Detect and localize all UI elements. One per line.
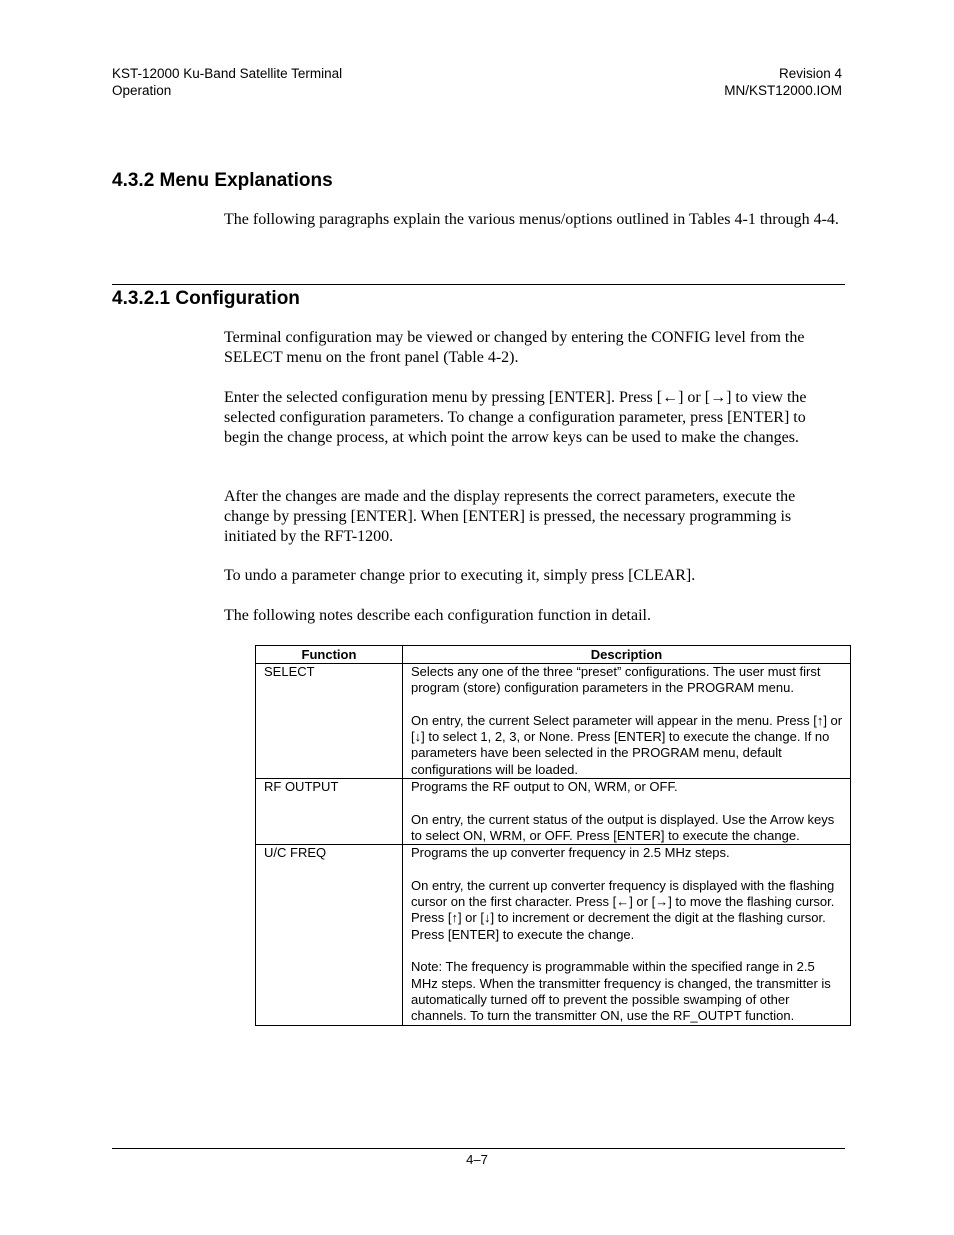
column-header-function: Function xyxy=(256,646,403,664)
header-document-title: KST-12000 Ku-Band Satellite Terminal xyxy=(112,66,343,81)
description-text: On entry, the current Select parameter will appear in the menu. Press [↑] or [↓] to select 1, 2, 3, or None. Press [ENTER] to execute the change. If no parameters have been selected in the PROGRAM menu, default configurations will be loaded. xyxy=(411,712,843,777)
description-text: On entry, the current status of the output is displayed. Use the Arrow keys to select ON, WRM, or OFF. Press [ENTER] to execute the change. xyxy=(411,811,835,843)
header-revision: Revision 4 xyxy=(778,66,842,81)
description-text: On entry, the current up converter frequency is displayed with the flashing cursor on the first character. Press [←] or [→] to move the flashing cursor. Press [↑] or [↓] to increment or decrement the digit at the flashing cursor. Press [ENTER] to execute the change. xyxy=(411,877,835,942)
description-text: Programs the up converter frequency in 2.5 MHz steps. xyxy=(411,845,730,861)
table-row xyxy=(256,664,851,779)
body-paragraph: Enter the selected configuration menu by pressing [ENTER]. Press [←] or [→] to view the selected configuration parameters. To change a configuration parameter, press [ENTER] to begin the change process, at which point the arrow keys can be used to make the changes. xyxy=(224,389,807,446)
description-text: Selects any one of the three “preset” configurations. The user must first program (store) configuration parameters in the PROGRAM menu. xyxy=(411,664,821,696)
table-row xyxy=(256,845,851,1025)
body-paragraph: After the changes are made and the display represents the correct parameters, execute the change by pressing [ENTER]. When [ENTER] is pressed, the necessary programming is initiated by the RFT-1200. xyxy=(224,488,796,545)
page-header-right xyxy=(724,66,842,99)
description-cell xyxy=(403,845,851,1025)
page-header-left xyxy=(112,66,342,99)
description-cell xyxy=(403,779,851,845)
header-chapter: Operation xyxy=(112,82,172,98)
table-header-row xyxy=(256,646,851,664)
description-cell xyxy=(403,664,851,779)
page-number: 4–7 xyxy=(466,1152,488,1167)
function-cell: SELECT xyxy=(256,664,403,779)
section-heading-menu-explanations: 4.3.2 Menu Explanations xyxy=(112,170,333,191)
menu-explanations-paragraph: The following paragraphs explain the various menus/options outlined in Tables 4-1 through 4-4. xyxy=(224,211,839,228)
table-row xyxy=(256,779,851,845)
body-paragraph: Terminal configuration may be viewed or changed by entering the CONFIG level from the SELECT menu on the front panel (Table 4-2). xyxy=(224,329,805,366)
footer-divider xyxy=(112,1148,845,1149)
function-cell: RF OUTPUT xyxy=(256,779,403,845)
function-cell: U/C FREQ xyxy=(256,845,403,1025)
column-header-description: Description xyxy=(403,646,851,664)
description-text: Note: The frequency is programmable within the specified range in 2.5 MHz steps. When the transmitter frequency is changed, the transmitter is automatically turned off to prevent the possible swamping of other channels. To turn the transmitter ON, use the RF_OUTPT function. xyxy=(411,959,831,1024)
header-doc-number: MN/KST12000.IOM xyxy=(724,82,842,98)
configuration-functions-table xyxy=(255,645,851,1026)
body-paragraph: The following notes describe each configuration function in detail. xyxy=(224,607,651,624)
description-text: Programs the RF output to ON, WRM, or OFF. xyxy=(411,779,678,795)
section-divider xyxy=(112,284,845,285)
section-heading-configuration: 4.3.2.1 Configuration xyxy=(112,288,300,309)
body-paragraph: To undo a parameter change prior to executing it, simply press [CLEAR]. xyxy=(224,567,696,584)
